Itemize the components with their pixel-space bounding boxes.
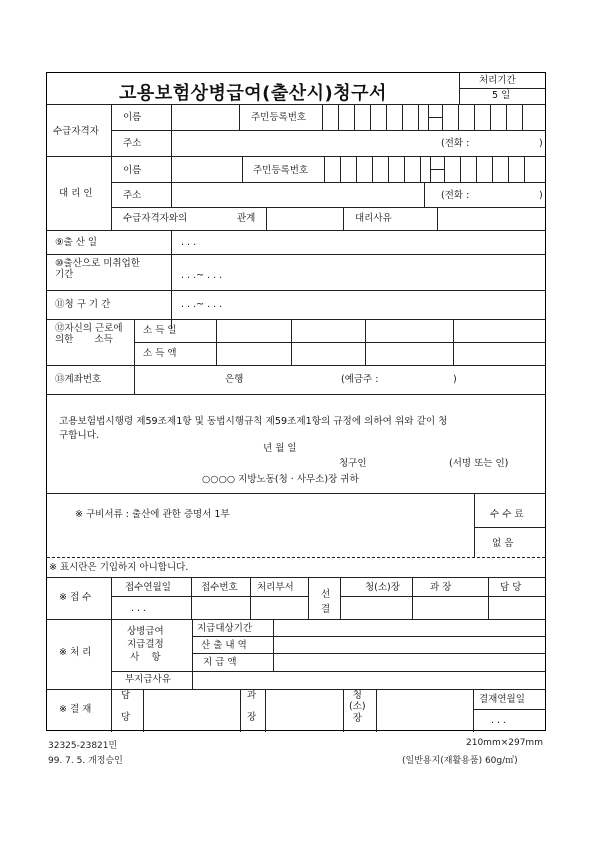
- recipient-address-label: 주소: [123, 138, 142, 149]
- agent-address-label: 주소: [123, 190, 142, 201]
- account-holder: (예금주 :: [341, 374, 379, 385]
- recipient-section-label: 수급자격자: [53, 126, 99, 137]
- recipient-phone-close: ): [539, 138, 543, 149]
- claim-form: [46, 72, 546, 731]
- agent-phone-close: ): [539, 190, 543, 201]
- recipient-phone-label: (전화 :: [441, 138, 470, 149]
- recipient-rrn-label: 주민등록번호: [251, 112, 307, 123]
- income-amount-label: 소 득 액: [143, 348, 177, 359]
- receipt-chief-label: 청(소)장: [365, 582, 400, 593]
- attachments-text: ※ 구비서류 : 출산에 관한 증명서 1부: [75, 509, 230, 520]
- receipt-decision-label: 선 결: [321, 589, 331, 616]
- declaration-date: 년 월 일: [263, 443, 297, 454]
- agent-phone-label: (전화 :: [441, 190, 470, 201]
- processing-section-label: ※ 처 리: [59, 647, 92, 658]
- fee-label: 수 수 료: [490, 509, 524, 520]
- form-approval-date: 99. 7. 5. 개정승인: [48, 756, 123, 766]
- calc-label: 산 출 내 역: [201, 640, 247, 651]
- approval-manager-label: 과 장: [247, 690, 257, 723]
- target-period-label: 지급대상기간: [197, 623, 253, 634]
- agent-rrn-label: 주민등록번호: [253, 165, 309, 176]
- unable-period-value: . . .~ . . .: [181, 270, 223, 281]
- agent-name-label: 이름: [123, 165, 142, 176]
- account-bank: 은행: [225, 374, 244, 385]
- refusal-label: 부지급사유: [125, 674, 171, 685]
- receipt-label: ※ 접 수: [59, 592, 92, 603]
- receipt-no-label: 접수번호: [201, 582, 238, 593]
- approval-date-value: . . .: [491, 715, 507, 726]
- claimant-label: 청구인: [339, 458, 367, 469]
- birth-date-label: ⑨출 산 일: [55, 237, 98, 248]
- amount-label: 지 급 액: [203, 657, 237, 668]
- addressee: ○○○○ 지방노동(청 · 사무소)장 귀하: [202, 474, 359, 485]
- processing-period-label: 처리기간: [479, 75, 516, 86]
- claim-period-label: ⑪청 구 기 간: [55, 299, 111, 310]
- receipt-manager-label: 과 장: [430, 582, 452, 593]
- unable-period-label: ⑩출산으로 미취업한 기간: [55, 258, 140, 280]
- approval-date-label: 결재연월일: [479, 694, 525, 705]
- receipt-dept-label: 처리부서: [257, 582, 294, 593]
- receipt-staff-label: 담 당: [500, 582, 522, 593]
- agent-relation-label: 수급자격자와의: [123, 213, 188, 224]
- approval-label: ※ 결 재: [59, 704, 92, 715]
- form-code: 32325-23821민: [48, 741, 118, 751]
- birth-date-value: . . .: [181, 237, 197, 248]
- agent-section-label: 대 리 인: [59, 188, 93, 199]
- agent-relation-label-2: 관계: [237, 213, 256, 224]
- recipient-name-label: 이름: [123, 112, 142, 123]
- sign-label: (서명 또는 인): [449, 458, 509, 469]
- form-title: 고용보험상병급여(출산시)청구서: [119, 83, 387, 104]
- claim-period-value: . . .~ . . .: [181, 299, 223, 310]
- account-label: ⑬계좌번호: [55, 374, 102, 385]
- income-date-label: 소 득 일: [143, 325, 177, 336]
- agent-reason-label: 대리사유: [355, 213, 392, 224]
- income-label: ⑫자신의 근로에 의한 소득: [55, 323, 123, 345]
- paper-size: 210mm×297mm: [466, 738, 543, 748]
- fee-value: 없 음: [492, 538, 514, 549]
- receipt-date-label: 접수연월일: [125, 582, 171, 593]
- declaration-text: 고용보험법시행령 제59조제1항 및 동법시행규칙 제59조제1항의 규정에 의하여 위와 같이 청 구합니다.: [59, 416, 448, 441]
- decision-items-label: 상병급여 지급결정 사 항: [127, 626, 164, 664]
- approval-staff-label: 담 당: [121, 690, 131, 723]
- approval-chief-label: 청 (소) 장: [349, 690, 366, 724]
- receipt-date-value: . . .: [131, 603, 147, 614]
- account-holder-close: ): [453, 374, 457, 385]
- processing-period-value: 5 일: [492, 90, 511, 101]
- note-text: ※ 표시란은 기입하지 아니합니다.: [49, 562, 189, 573]
- paper-type: (일반용지(재활용품) 60g/㎡): [402, 756, 518, 766]
